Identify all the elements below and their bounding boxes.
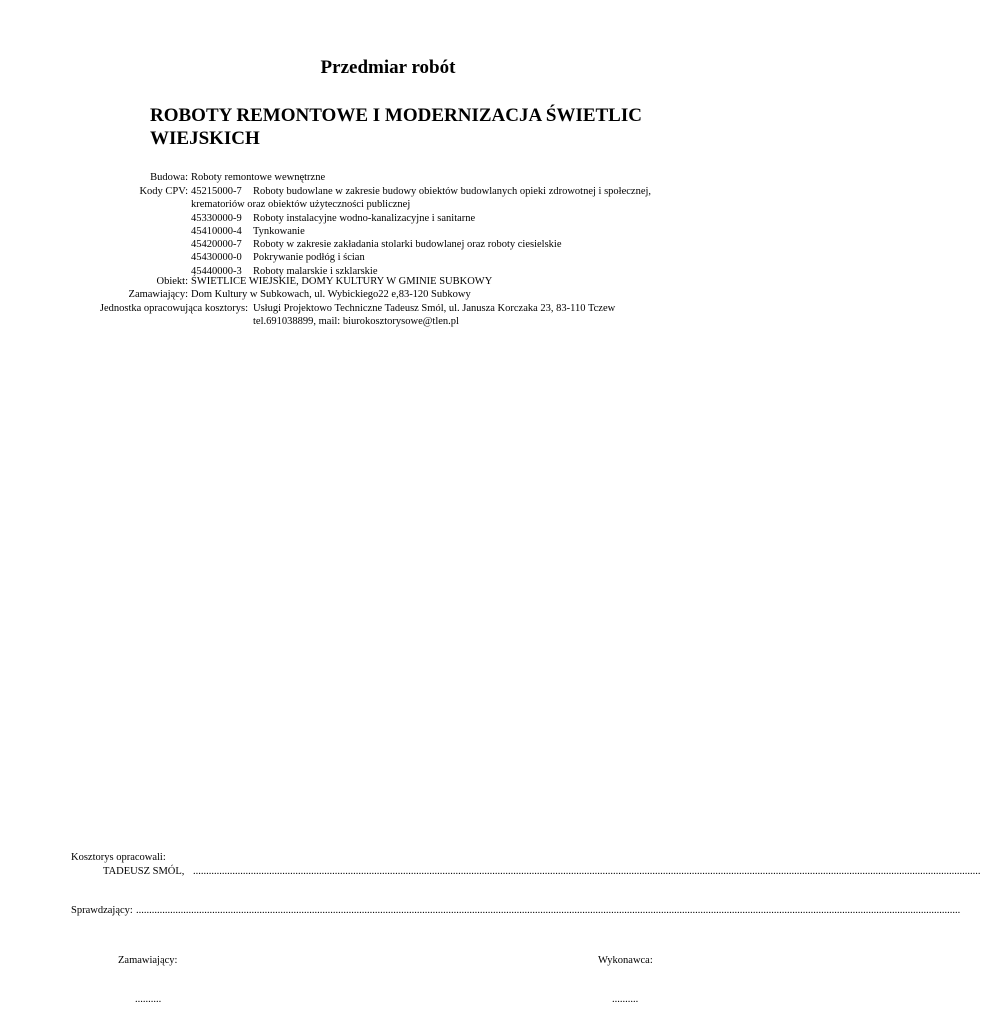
jednostka-label: Jednostka opracowująca kosztorys:	[99, 303, 248, 314]
title-line-1: ROBOTY REMONTOWE I MODERNIZACJA ŚWIETLIC	[150, 105, 642, 126]
prepared-label: Kosztorys opracowali:	[71, 852, 166, 863]
cpv-row: 45420000-7 Roboty w zakresie zakładania stolarki budowlanej oraz roboty ciesielskie	[191, 239, 562, 251]
contractor-signature-dots: ..........	[612, 994, 639, 1005]
cpv-label: Kody CPV:	[139, 186, 188, 197]
contractor-label: Wykonawca:	[598, 955, 653, 966]
budowa-value: Roboty remontowe wewnętrzne	[191, 172, 326, 183]
client-signature-dots: ..........	[135, 994, 162, 1005]
cpv-row: 45410000-4 Tynkowanie	[191, 225, 305, 237]
cpv-row: 45215000-7 Roboty budowlane w zakresie budowy obiektów budowlanych opieki zdrowotnej i społecznej,	[191, 186, 652, 197]
document-type-title: Przedmiar robót	[320, 57, 456, 78]
prepared-signature-line: ............................................................................................................................................................................................................................................................................................................	[193, 866, 981, 877]
zamawiajacy-value: Dom Kultury w Subkowach, ul. Wybickiego22 e,83-120 Subkowy	[191, 289, 471, 300]
client-label: Zamawiający:	[118, 955, 178, 966]
jednostka-value-1: Usługi Projektowo Techniczne Tadeusz Smól, ul. Janusza Korczaka 23, 83-110 Tczew	[253, 303, 616, 314]
budowa-label: Budowa:	[150, 172, 188, 183]
jednostka-value-2: tel.691038899, mail: biurokosztorysowe@tlen.pl	[253, 316, 459, 327]
cpv-row: krematoriów oraz obiektów użyteczności publicznej	[191, 199, 411, 211]
prepared-name: TADEUSZ SMÓL,	[103, 866, 185, 877]
checked-signature-line: ..........................................................................................................................................................................................................................................................................................................................	[136, 905, 961, 916]
title-line-2: WIEJSKICH	[150, 128, 260, 149]
obiekt-value: ŚWIETLICE WIEJSKIE, DOMY KULTURY W GMINIE SUBKOWY	[191, 276, 493, 287]
checked-label: Sprawdzający:	[71, 905, 133, 916]
obiekt-label: Obiekt:	[156, 276, 188, 287]
cpv-list	[191, 186, 651, 279]
cpv-row: 45440000-3 Roboty malarskie i szklarskie	[191, 265, 378, 277]
zamawiajacy-label: Zamawiający:	[128, 289, 188, 300]
cpv-row: 45330000-9 Roboty instalacyjne wodno-kanalizacyjne i sanitarne	[191, 212, 476, 224]
document-title	[150, 104, 642, 150]
cpv-row: 45430000-0 Pokrywanie podłóg i ścian	[191, 252, 365, 264]
